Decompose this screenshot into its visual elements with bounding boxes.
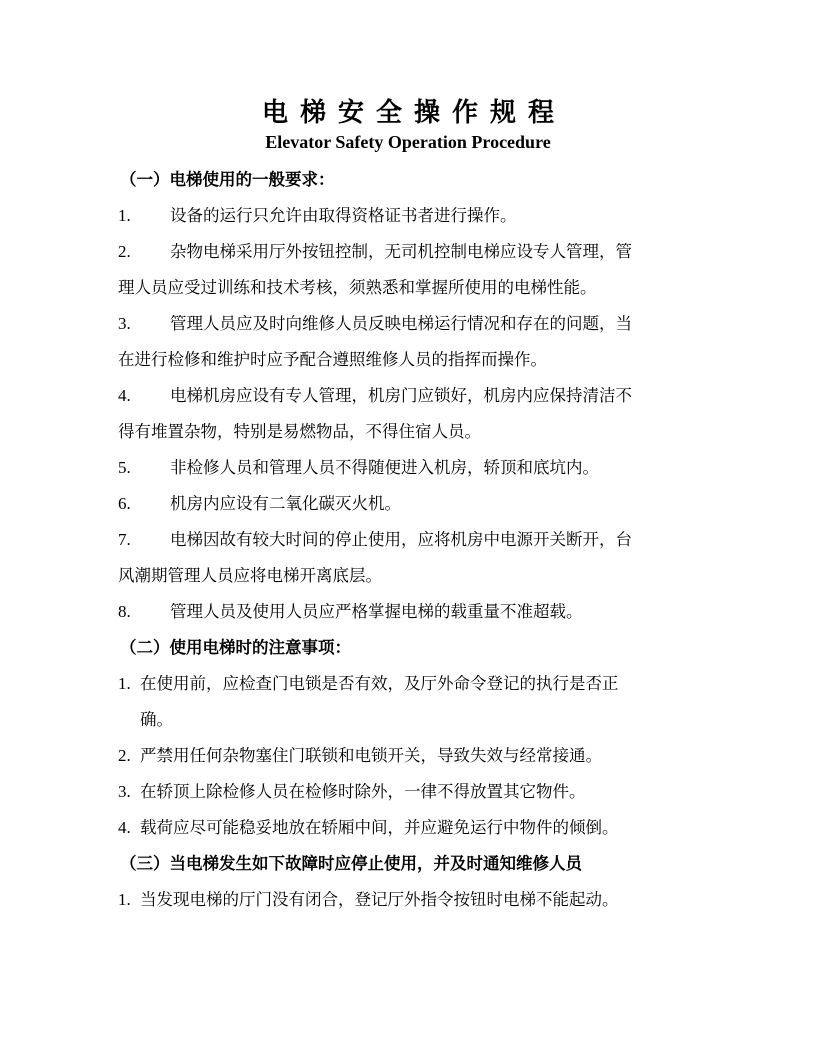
item-number: 4. <box>118 818 131 837</box>
list-item-line <box>118 234 698 270</box>
item-number: 1. <box>118 890 131 909</box>
item-text: 电梯因故有较大时间的停止使用，应将机房中电源开关断开，台 <box>170 530 632 549</box>
section-heading: （二）使用电梯时的注意事项： <box>120 638 351 657</box>
item-text: 在轿顶上除检修人员在检修时除外，一律不得放置其它物件。 <box>140 782 586 801</box>
item-text: 机房内应设有二氧化碳灭火机。 <box>170 494 401 513</box>
section-heading: （三）当电梯发生如下故障时应停止使用，并及时通知维修人员 <box>120 854 582 873</box>
list-item-line <box>118 486 698 522</box>
list-item-line <box>118 306 698 342</box>
item-text: 风潮期管理人员应将电梯开离底层。 <box>118 566 382 585</box>
item-text: 当发现电梯的厅门没有闭合，登记厅外指令按钮时电梯不能起动。 <box>140 890 619 909</box>
item-text: 电梯机房应设有专人管理，机房门应锁好，机房内应保持清洁不 <box>170 386 632 405</box>
item-number: 3. <box>118 314 131 333</box>
item-text: 确。 <box>140 710 173 729</box>
item-text: 管理人员及使用人员应严格掌握电梯的载重量不准超载。 <box>170 602 583 621</box>
document-subtitle: Elevator Safety Operation Procedure <box>265 132 551 152</box>
document-body <box>118 162 698 918</box>
item-text: 非检修人员和管理人员不得随便进入机房，轿顶和底坑内。 <box>170 458 599 477</box>
item-text: 得有堆置杂物，特别是易燃物品，不得住宿人员。 <box>118 422 481 441</box>
list-item-line <box>118 414 698 450</box>
list-item-line <box>118 198 698 234</box>
item-text: 杂物电梯采用厅外按钮控制，无司机控制电梯应设专人管理，管 <box>170 242 632 261</box>
item-number: 2. <box>118 242 131 261</box>
item-text: 严禁用任何杂物塞住门联锁和电锁开关，导致失效与经常接通。 <box>140 746 602 765</box>
list-item-line <box>118 882 698 918</box>
item-number: 5. <box>118 458 131 477</box>
item-text: 管理人员应及时向维修人员反映电梯运行情况和存在的问题，当 <box>170 314 632 333</box>
item-number: 2. <box>118 746 131 765</box>
item-text: 在进行检修和维护时应予配合遵照维修人员的指挥而操作。 <box>118 350 547 369</box>
item-text: 载荷应尽可能稳妥地放在轿厢中间，并应避免运行中物件的倾倒。 <box>140 818 619 837</box>
list-item-line <box>118 558 698 594</box>
list-item-line <box>118 594 698 630</box>
item-number: 1. <box>118 674 131 693</box>
list-item-line <box>118 270 698 306</box>
item-text: 设备的运行只允许由取得资格证书者进行操作。 <box>170 206 517 225</box>
list-item-line <box>118 666 698 702</box>
item-text: 理人员应受过训练和技术考核，须熟悉和掌握所使用的电梯性能。 <box>118 278 597 297</box>
list-item-line <box>118 810 698 846</box>
list-item-line <box>118 738 698 774</box>
item-number: 4. <box>118 386 131 405</box>
item-number: 7. <box>118 530 131 549</box>
list-item-line <box>118 774 698 810</box>
section-heading: （一）电梯使用的一般要求： <box>120 170 335 189</box>
item-text: 在使用前，应检查门电锁是否有效，及厅外命令登记的执行是否正 <box>140 674 619 693</box>
list-item-line <box>118 702 698 738</box>
item-number: 1. <box>118 206 131 225</box>
item-number: 8. <box>118 602 131 621</box>
item-number: 3. <box>118 782 131 801</box>
list-item-line <box>118 378 698 414</box>
document-title: 电梯安全操作规程 <box>261 98 566 128</box>
list-item-line <box>118 522 698 558</box>
item-number: 6. <box>118 494 131 513</box>
list-item-line <box>118 342 698 378</box>
list-item-line <box>118 450 698 486</box>
